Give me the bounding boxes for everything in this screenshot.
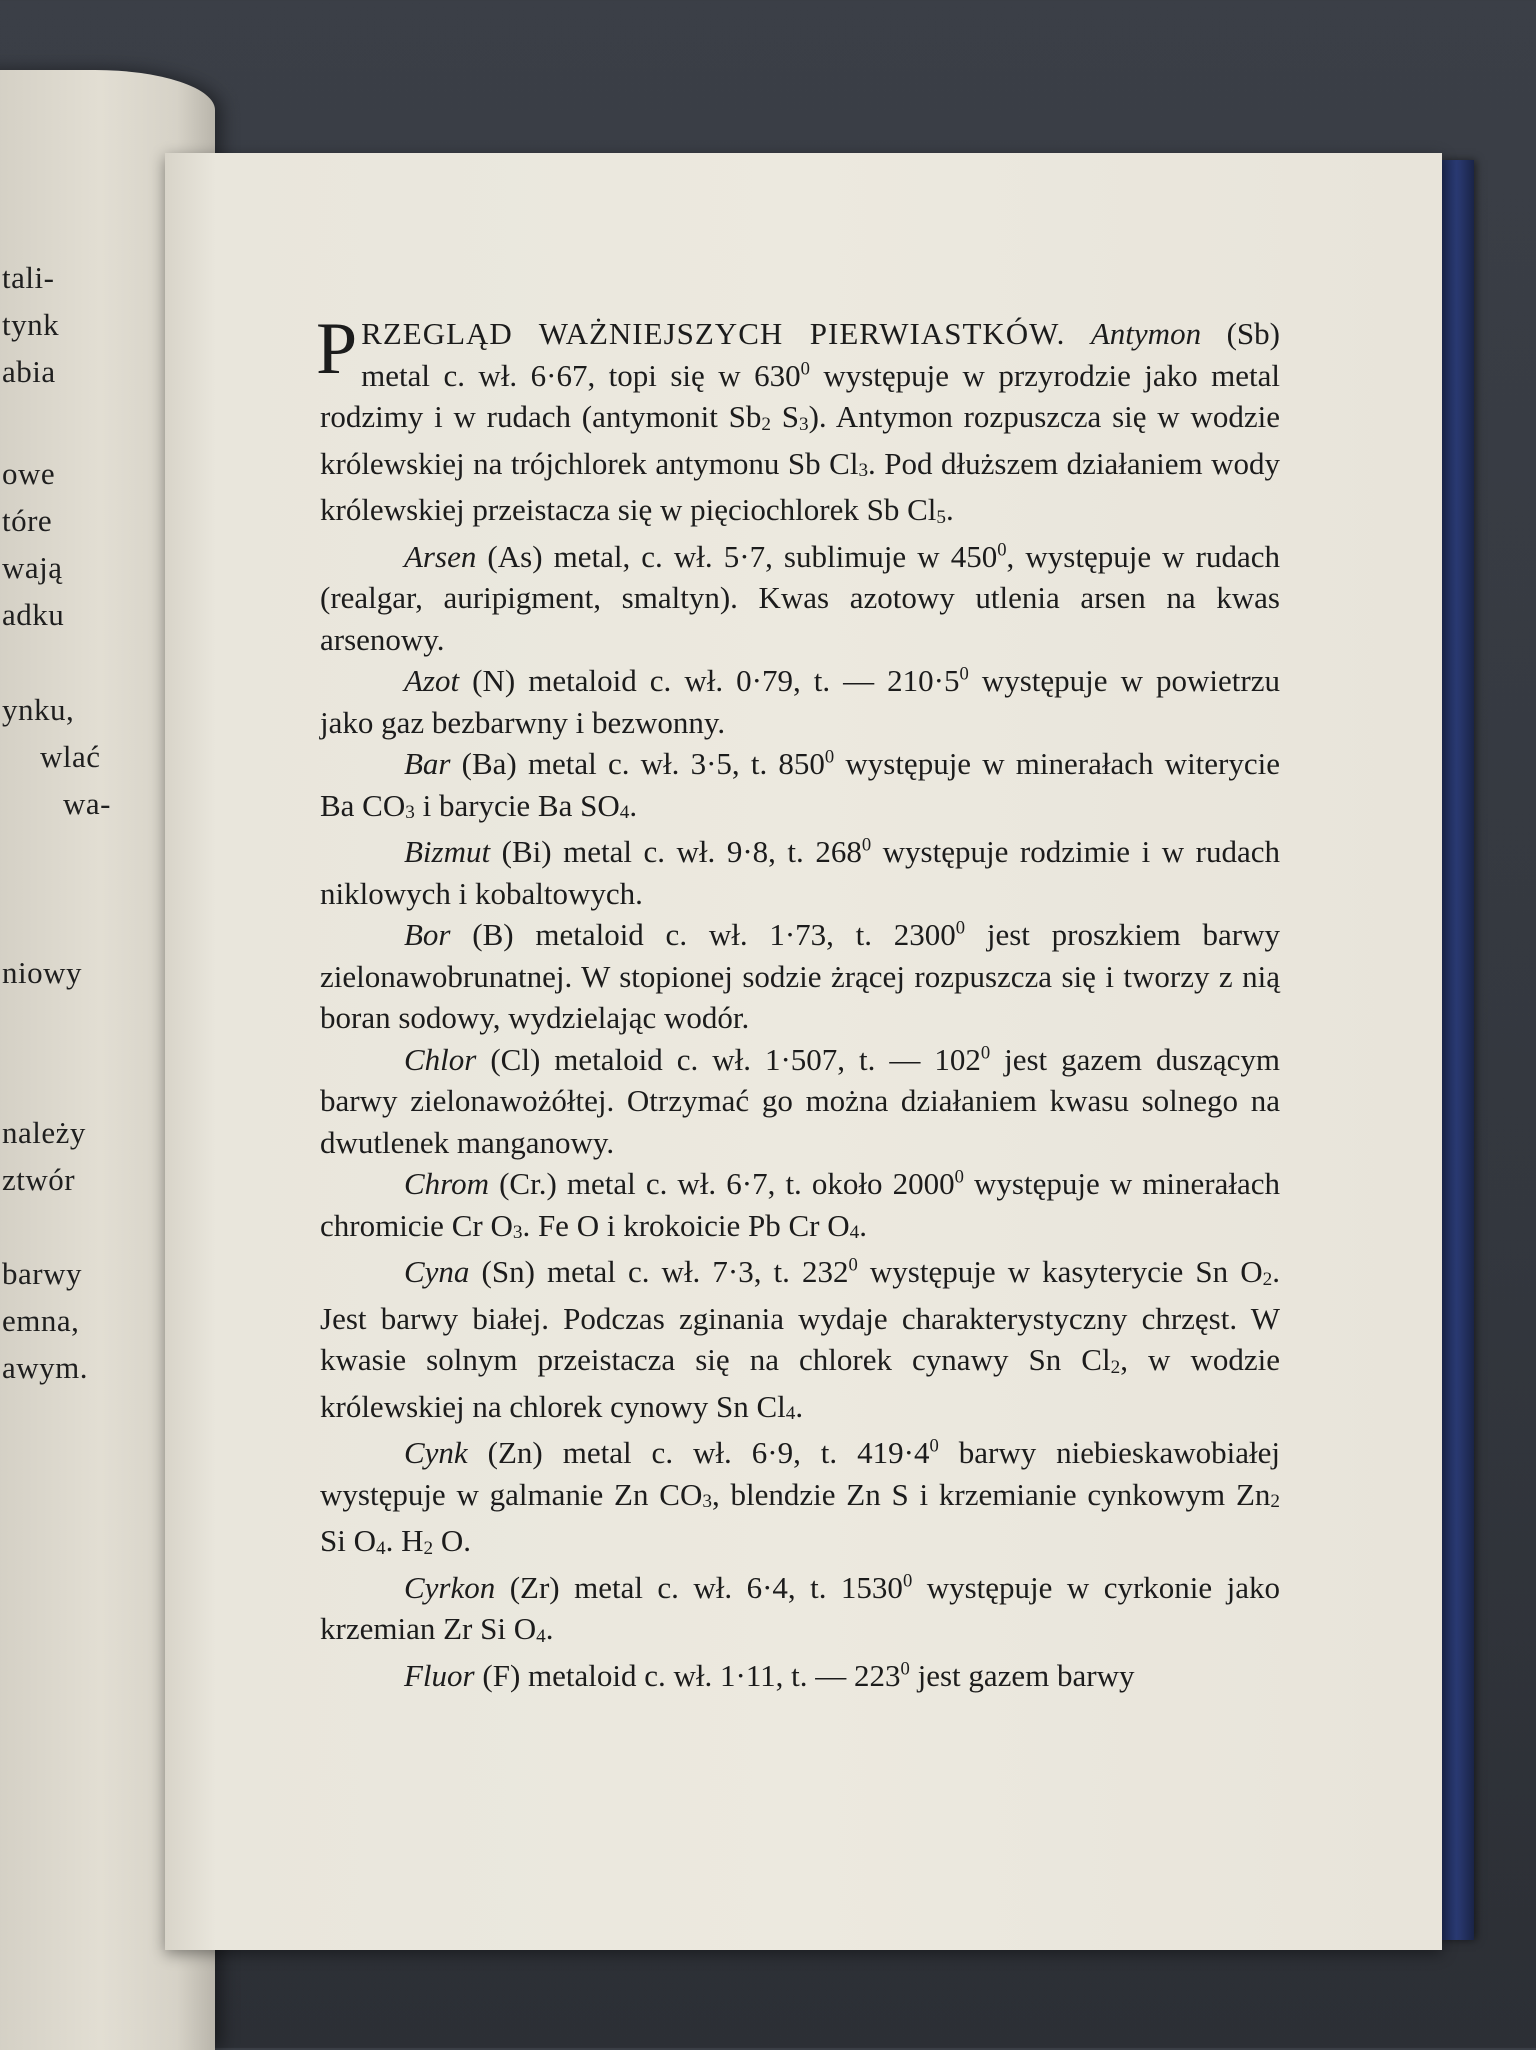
entry-text: (Zn) metal c. wł. 6·9, t. 419·4 [467, 1435, 930, 1470]
subscript: 2 [1270, 1491, 1280, 1513]
degree: 0 [997, 539, 1007, 561]
entry-text: O. [433, 1523, 471, 1558]
entry-text: . [795, 1388, 804, 1424]
entry-text: . [545, 1611, 554, 1646]
element-name: Fluor [404, 1657, 475, 1693]
subscript: 4 [619, 802, 630, 824]
entry-text: (Bi) metal c. wł. 9·8, t. 268 [490, 834, 862, 869]
left-fragment: abia [2, 354, 56, 389]
element-name: Cyna [404, 1254, 470, 1289]
entry-text: jest gazem barwy [909, 1657, 1135, 1693]
element-name: Azot [404, 663, 460, 698]
entry-cyna [320, 1251, 1280, 1432]
entry-text: . [945, 492, 954, 527]
entry-text: , w wodzie królewskiej na chlorek cynowy Sn Cl [320, 1342, 1280, 1424]
entry-text: ). Antymon rozpuszcza się w wodzie królewskiej na trójchlorek antymonu Sb Cl [320, 399, 1280, 481]
left-fragment: tynk [2, 307, 60, 342]
element-name: Chlor [404, 1041, 477, 1077]
degree: 0 [929, 1435, 939, 1457]
entry-text: jest proszkiem barwy zielonawobrunatnej. W stopionej sodzie żrącej rozpuszcza się i tworzy z nią boran sodowy, wydzielając wodór. [320, 917, 1280, 1035]
left-fragment: wlać [40, 739, 101, 774]
entry-text: (F) metaloid c. wł. 1·11, t. — 223 [474, 1657, 901, 1693]
degree: 0 [980, 1042, 991, 1064]
left-fragment: należy [2, 1115, 86, 1150]
degree: 0 [861, 834, 872, 856]
entry-text: . Jest barwy białej. Podczas zginania wydaje charakterystyczny chrzęst. W kwasie solnym przeistacza się na chlorek cynawy Sn Cl [320, 1254, 1280, 1377]
entry-text: (B) metaloid c. wł. 1·73, t. 2300 [450, 917, 956, 952]
entry-text: (N) metaloid c. wł. 0·79, t. — 210·5 [459, 663, 960, 698]
entry-text: występuje w przyrodzie jako metal rodzimy i w rudach (antymonit Sb [320, 357, 1280, 434]
element-name: Cynk [404, 1435, 468, 1470]
subscript: 2 [423, 1537, 434, 1559]
entry-text: (Sb) metal c. wł. 6·67, topi się w 630 [361, 316, 1280, 393]
entry-text: (Zr) metal c. wł. 6·4, t. 1530 [495, 1569, 903, 1605]
entry-text: występuje w minerałach chromicie Cr O [320, 1166, 1280, 1243]
subscript: 2 [761, 413, 771, 435]
elements-overview-text [316, 308, 1281, 1696]
left-fragment: tali- [2, 260, 55, 295]
entry-text: . Fe O i krokoicie Pb Cr O [522, 1207, 850, 1243]
entry-azot [320, 660, 1280, 743]
degree: 0 [954, 1166, 964, 1188]
left-fragment: owe [2, 456, 56, 491]
left-fragment: ynku, [2, 692, 75, 727]
subscript: 4 [376, 1537, 386, 1559]
entry-chlor [320, 1039, 1280, 1164]
left-fragment: tóre [2, 503, 53, 538]
entry-text: . [629, 787, 638, 823]
entry-text: . Pod dłuższem działaniem wody królewskiej przeistacza się w pięciochlorek Sb Cl [320, 445, 1280, 527]
degree: 0 [959, 663, 969, 685]
element-name: Bor [404, 917, 451, 952]
entry-arsen [320, 536, 1280, 661]
entry-text: występuje w kasyterycie Sn O [857, 1254, 1263, 1289]
entry-text: występuje rodzimie i w rudach niklowych i kobaltowych. [320, 834, 1280, 911]
element-name: Arsen [404, 538, 477, 574]
subscript: 3 [405, 802, 415, 824]
entry-bor [320, 914, 1280, 1039]
subscript: 4 [536, 1625, 546, 1647]
entry-text: (Sn) metal c. wł. 7·3, t. 232 [469, 1254, 849, 1289]
degree: 0 [955, 917, 966, 939]
left-fragment: barwy [2, 1256, 82, 1291]
subscript: 3 [798, 413, 809, 435]
element-name: Antymon [1090, 316, 1202, 351]
element-name: Bar [404, 746, 451, 781]
degree: 0 [848, 1254, 858, 1276]
section-heading: RZEGLĄD WAŻNIEJSZYCH PIERWIASTKÓW. [361, 316, 1066, 351]
subscript: 3 [512, 1222, 523, 1244]
element-name: Chrom [404, 1166, 489, 1201]
entry-text: i barycie Ba SO [414, 787, 620, 823]
entry-cyrkon [320, 1567, 1280, 1655]
subscript: 5 [936, 506, 946, 528]
left-fragment: wa- [63, 786, 111, 821]
left-fragment: awym. [2, 1350, 89, 1385]
entry-text: występuje w cyrkonie jako krzemian Zr Si O [320, 1569, 1280, 1646]
subscript: 4 [785, 1403, 796, 1425]
entry-text: , blendzie Zn S i krzemianie cynkowym Zn [711, 1476, 1271, 1512]
entry-cynk [320, 1432, 1280, 1567]
subscript: 2 [1262, 1268, 1273, 1290]
degree: 0 [902, 1570, 913, 1592]
degree: 0 [900, 1658, 910, 1680]
book-spine [1440, 160, 1474, 1940]
entry-text: jest gazem duszącym barwy zielonawożółtej. Otrzymać go można działaniem kwasu solnego na dwutlenek manganowy. [320, 1041, 1280, 1160]
entry-text: barwy niebieskawobiałej występuje w galmanie Zn CO [320, 1435, 1280, 1512]
entry-text: (Cl) metaloid c. wł. 1·507, t. — 102 [476, 1041, 981, 1077]
subscript: 4 [849, 1222, 860, 1244]
subscript: 3 [858, 460, 869, 482]
entry-text: (Cr.) metal c. wł. 6·7, t. około 2000 [488, 1166, 955, 1201]
entry-text: występuje w powietrzu jako gaz bezbarwny i bezwonny. [320, 663, 1280, 740]
left-fragment: ztwór [2, 1162, 76, 1197]
right-page [165, 153, 1442, 1950]
degree: 0 [800, 358, 810, 380]
entry-antymon [316, 308, 1280, 536]
entry-text: . H [385, 1523, 424, 1558]
left-fragment: emna, [2, 1303, 80, 1338]
element-name: Cyrkon [404, 1569, 496, 1605]
entry-text: S [770, 399, 799, 434]
entry-fluor [320, 1655, 1280, 1697]
entry-text: występuje w minerałach witerycie Ba CO [320, 746, 1281, 823]
entry-chrom [320, 1163, 1280, 1251]
entry-text: (As) metal, c. wł. 5·7, sublimuje w 450 [476, 538, 998, 574]
subscript: 2 [1110, 1356, 1121, 1378]
entry-text: , występuje w rudach (realgar, auripigment, smaltyn). Kwas azotowy utlenia arsen na kwas arsenowy. [320, 538, 1280, 657]
degree: 0 [824, 746, 835, 768]
entry-text: Si O [320, 1523, 376, 1558]
entry-text: (Ba) metal c. wł. 3·5, t. 850 [450, 746, 825, 781]
entry-bar [320, 743, 1280, 831]
drop-cap: P [316, 308, 358, 390]
element-name: Bizmut [404, 834, 491, 869]
entry-text: . [859, 1207, 867, 1243]
left-fragment: adku [2, 597, 65, 632]
left-fragment: niowy [2, 955, 82, 990]
subscript: 3 [702, 1491, 712, 1513]
entry-bizmut [320, 831, 1280, 914]
left-fragment: wają [2, 550, 63, 585]
